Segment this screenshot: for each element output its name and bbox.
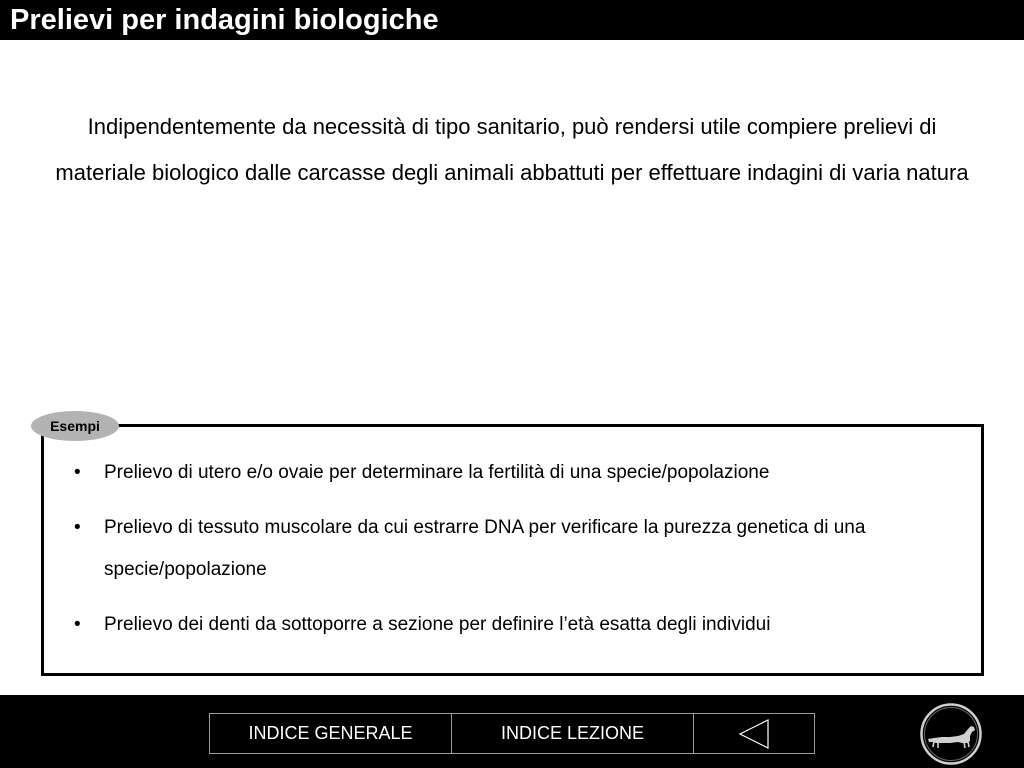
- examples-badge: Esempi: [31, 411, 119, 441]
- back-button[interactable]: [694, 714, 814, 753]
- list-item: [72, 604, 962, 646]
- bullet-icon: •: [74, 614, 81, 635]
- page-title: Prelievi per indagini biologiche: [10, 4, 439, 36]
- examples-list: [72, 452, 962, 659]
- list-item-text: Prelievo di tessuto muscolare da cui estrarre DNA per verificare la purezza genetica di una specie/popolazione: [104, 517, 866, 580]
- list-item-text: Prelievo di utero e/o ovaie per determinare la fertilità di una specie/popolazione: [104, 462, 770, 483]
- bullet-icon: •: [74, 462, 81, 483]
- list-item: [72, 452, 962, 494]
- general-index-button[interactable]: INDICE GENERALE: [210, 714, 452, 753]
- title-bar: [0, 0, 1024, 40]
- lesson-index-button[interactable]: INDICE LEZIONE: [452, 714, 694, 753]
- list-item-text: Prelievo dei denti da sottoporre a sezione per definire l’età esatta degli individui: [104, 614, 771, 635]
- bullet-icon: •: [74, 517, 81, 538]
- list-item: [72, 507, 962, 591]
- footer-nav: [209, 713, 815, 754]
- triangle-left-icon: [737, 718, 771, 750]
- deer-silhouette-icon[interactable]: [920, 703, 982, 765]
- intro-paragraph: Indipendentemente da necessità di tipo sanitario, può rendersi utile compiere prelievi di materiale biologico dalle carcasse degli animali abbattuti per effettuare indagini di varia natura: [55, 114, 969, 185]
